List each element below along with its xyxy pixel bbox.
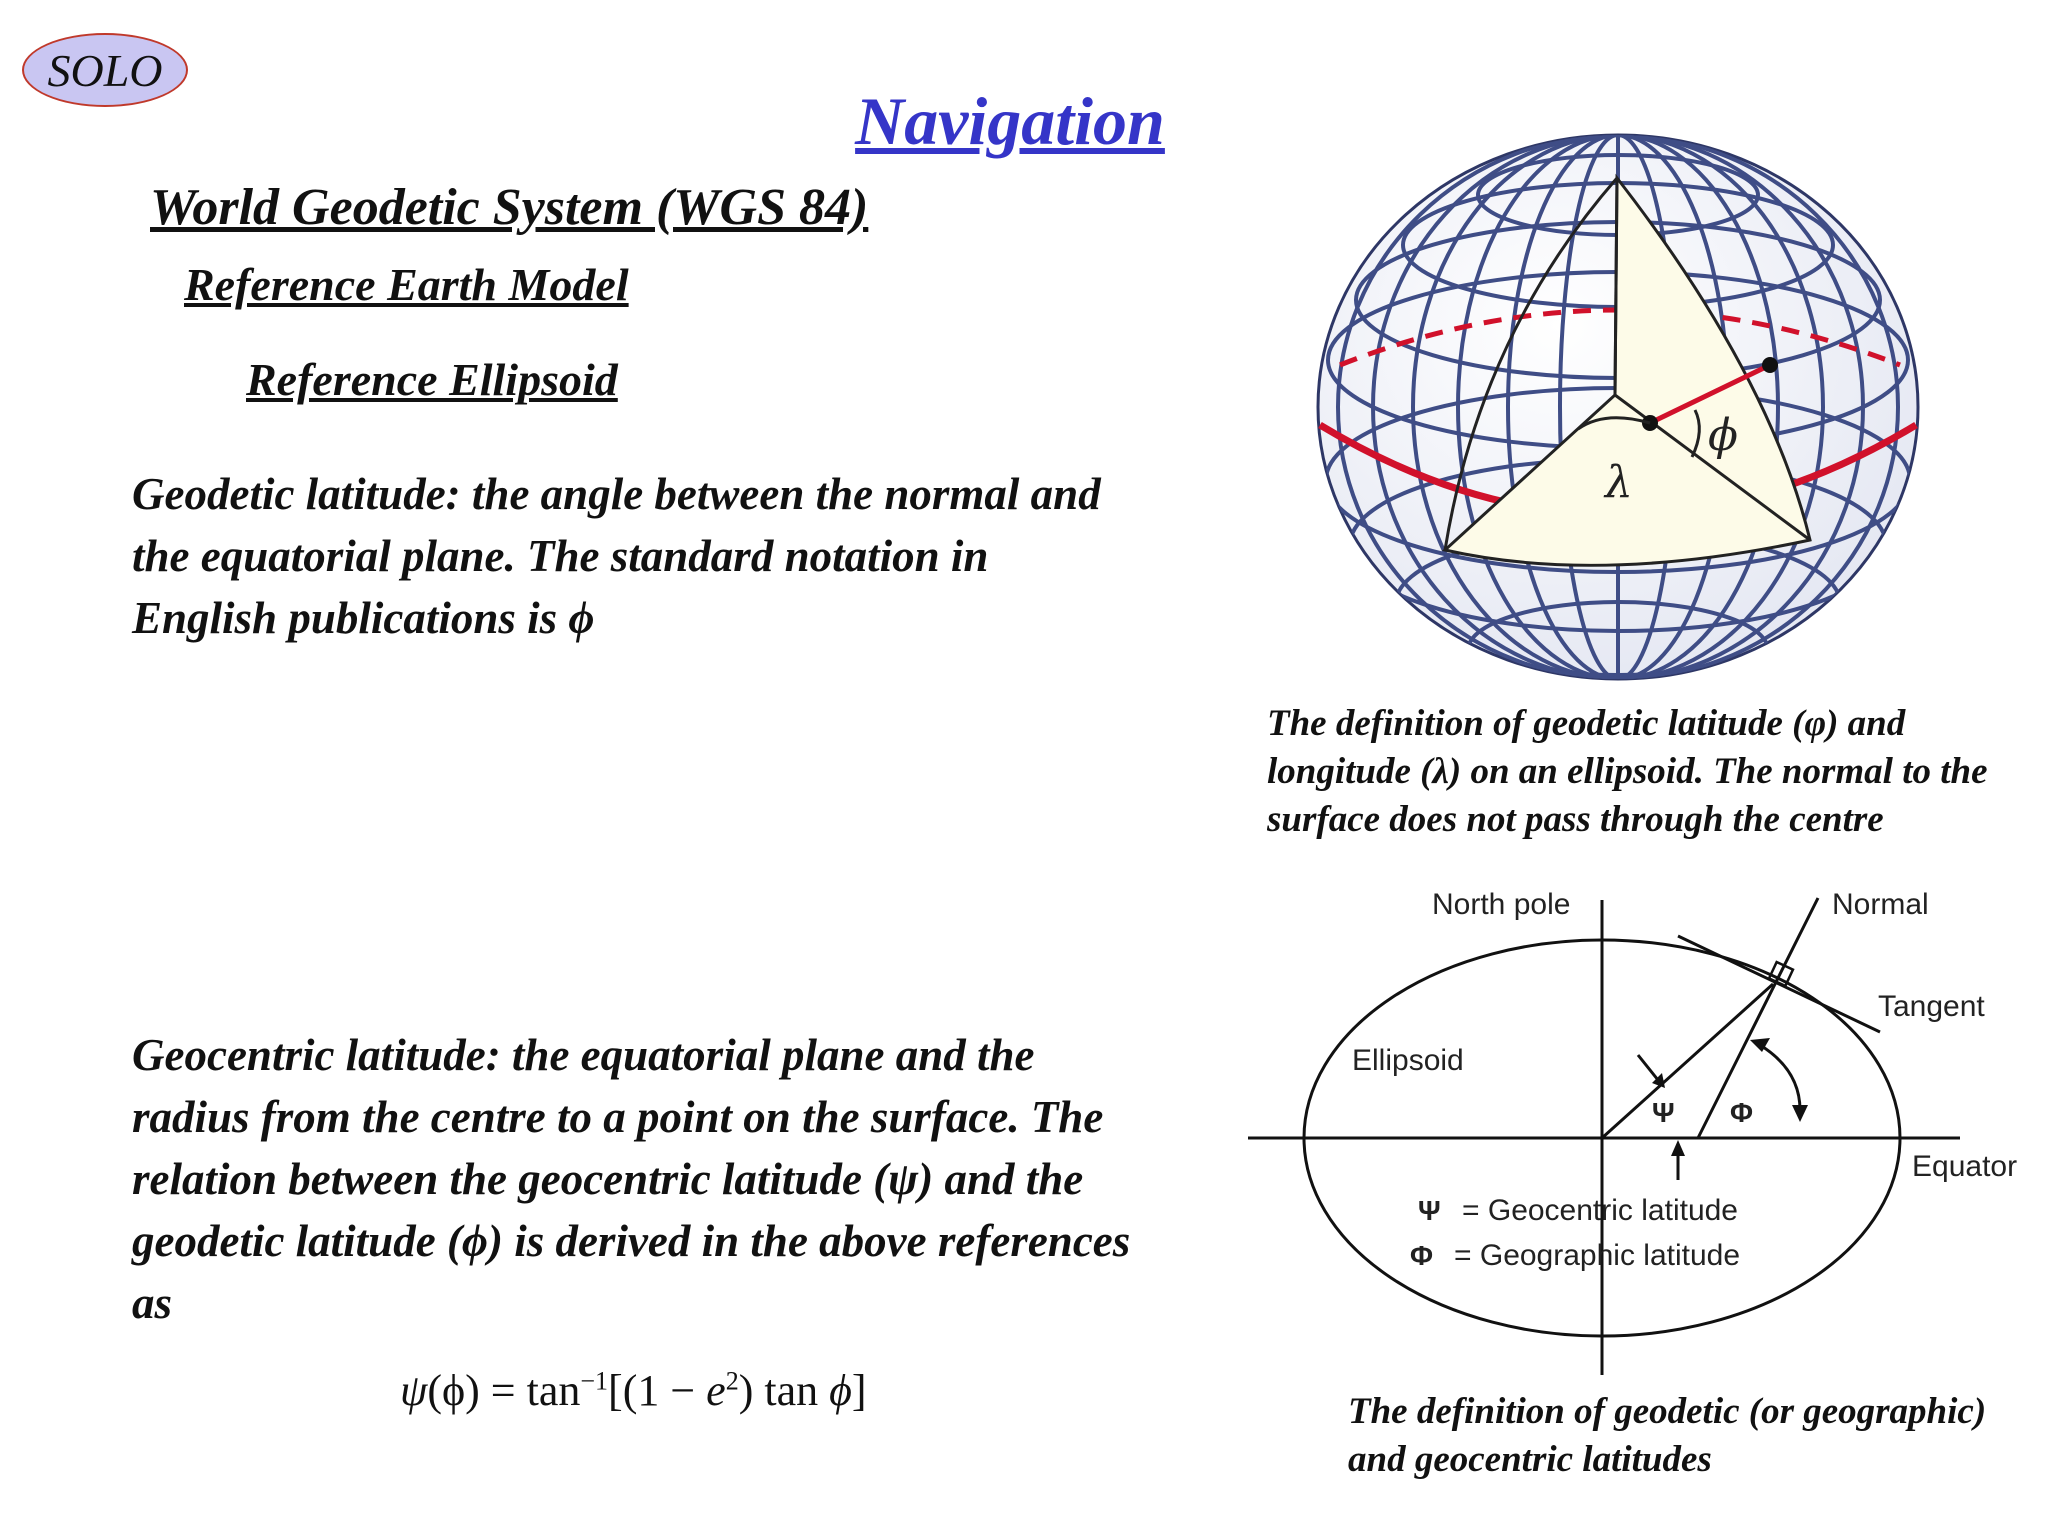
formula-psi: ψ bbox=[400, 1366, 428, 1415]
north-pole-label: North pole bbox=[1432, 888, 1571, 921]
heading-reference-ellipsoid: Reference Ellipsoid bbox=[246, 354, 618, 405]
formula-square: 2 bbox=[725, 1366, 739, 1396]
legend-psi-symbol: Ψ bbox=[1418, 1195, 1441, 1226]
formula-mid: ) tan bbox=[738, 1366, 830, 1415]
equator-label: Equator bbox=[1912, 1150, 2018, 1183]
heading-wgs84: World Geodetic System (WGS 84) bbox=[150, 179, 869, 236]
phi-angle-arc bbox=[1760, 1045, 1800, 1110]
latitude-formula bbox=[400, 1365, 867, 1416]
phi-symbol: Φ bbox=[1730, 1097, 1753, 1128]
legend-phi-text: = Geographic latitude bbox=[1454, 1239, 1741, 1272]
lambda-label: λ bbox=[1605, 457, 1633, 508]
formula-close: ] bbox=[851, 1366, 867, 1415]
figure1-caption: The definition of geodetic latitude (φ) and longitude (λ) on an ellipsoid. The normal to the surface does not pass through the centre bbox=[1267, 703, 1988, 840]
normal-label: Normal bbox=[1832, 888, 1929, 921]
psi-up-arrow-head bbox=[1671, 1140, 1685, 1156]
formula-lhs-arg: (ϕ) bbox=[427, 1366, 480, 1415]
formula-e: e bbox=[706, 1366, 726, 1415]
formula-equals: = tan bbox=[479, 1366, 581, 1415]
geocentric-latitude-paragraph: Geocentric latitude: the equatorial plane and the radius from the centre to a point on the surface. The relation between the geocentric latitude (ψ) and the geodetic latitude (ϕ) is derived in the above references as bbox=[132, 1030, 1131, 1328]
formula-phi: ϕ bbox=[829, 1366, 852, 1415]
formula-inverse: −1 bbox=[580, 1366, 609, 1396]
phi-arrow-bottom bbox=[1792, 1105, 1808, 1122]
formula-open: [(1 − bbox=[608, 1366, 707, 1415]
legend-psi-text: = Geocentric latitude bbox=[1462, 1194, 1738, 1227]
latitude-diagram bbox=[1240, 880, 2040, 1390]
tangent-label: Tangent bbox=[1878, 990, 1985, 1023]
logo-text: SOLO bbox=[47, 44, 163, 96]
page-title: Navigation bbox=[855, 83, 1165, 159]
psi-arrow-shaft bbox=[1638, 1055, 1658, 1080]
psi-symbol: Ψ bbox=[1652, 1097, 1675, 1128]
heading-reference-earth-model: Reference Earth Model bbox=[184, 259, 629, 310]
phi-label: ϕ bbox=[1708, 410, 1738, 461]
ellipsoid-label: Ellipsoid bbox=[1352, 1044, 1464, 1077]
ellipsoid-globe-figure bbox=[1300, 125, 1950, 685]
surface-point bbox=[1762, 357, 1778, 373]
legend-phi-symbol: Φ bbox=[1410, 1240, 1433, 1271]
figure2-caption: The definition of geodetic (or geographic) and geocentric latitudes bbox=[1348, 1391, 1987, 1480]
geodetic-latitude-paragraph: Geodetic latitude: the angle between the normal and the equatorial plane. The standard notation in English publications is ϕ bbox=[132, 469, 1101, 643]
axis-to-center bbox=[1615, 178, 1617, 395]
